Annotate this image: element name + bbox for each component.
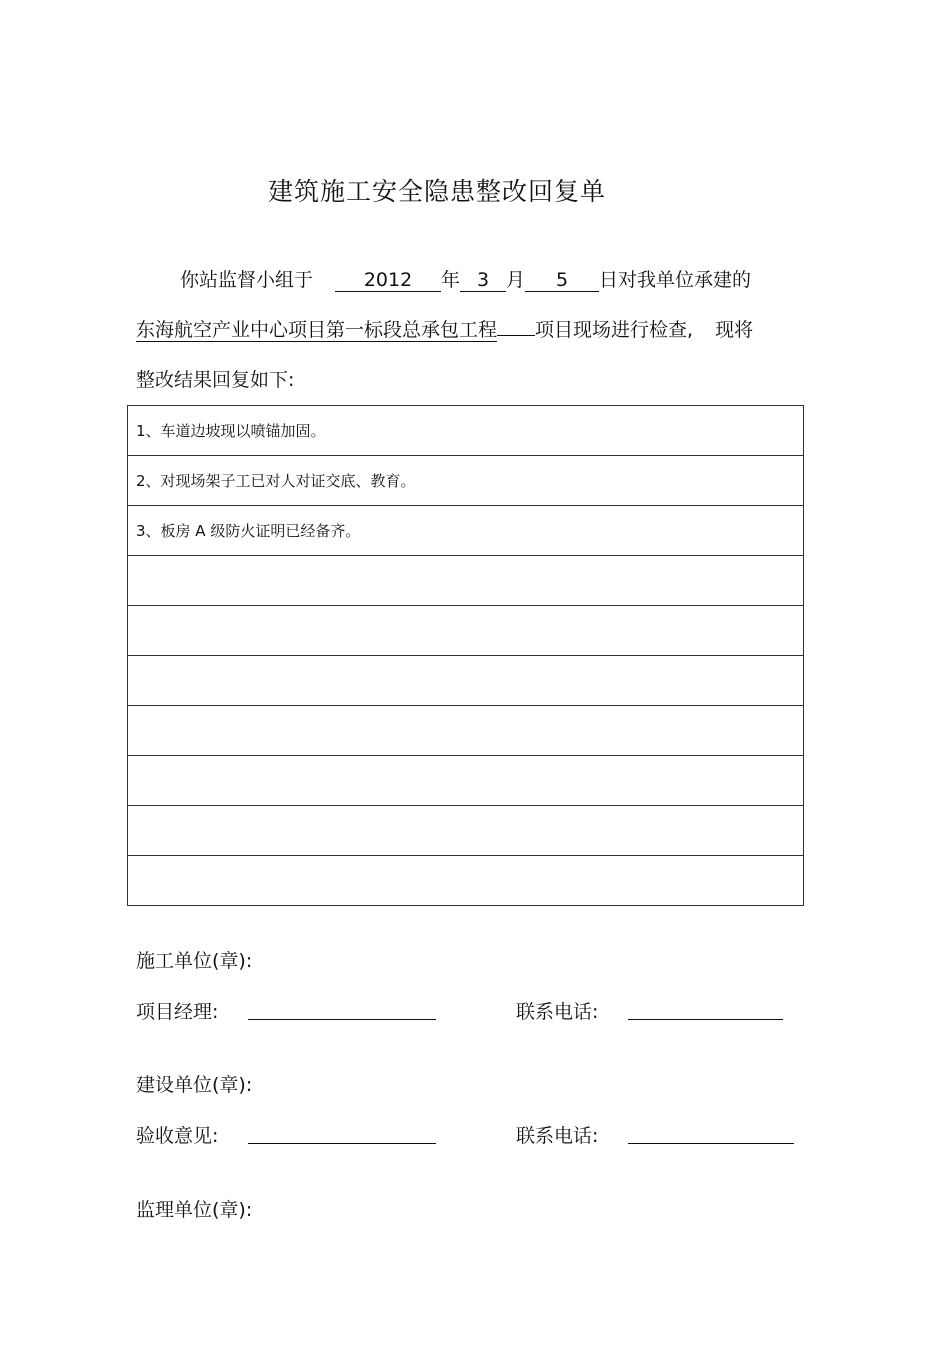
contact-phone-2-blank xyxy=(628,1143,794,1144)
page-title: 建筑施工安全隐患整改回复单 xyxy=(268,177,607,206)
table-row xyxy=(128,606,804,656)
table-row xyxy=(128,806,804,856)
table-row xyxy=(128,406,804,456)
item-cell xyxy=(128,556,804,606)
owner-unit-label: 建设单位(章): xyxy=(136,1074,253,1096)
contact-phone-1-blank xyxy=(628,1019,783,1020)
acceptance-opinion-blank xyxy=(248,1143,436,1144)
intro-prefix: 你站监督小组于 xyxy=(180,269,314,291)
project-manager-label: 项目经理: xyxy=(136,1001,219,1023)
contact-phone-1-label: 联系电话: xyxy=(516,1001,599,1023)
item-cell xyxy=(128,606,804,656)
item-cell xyxy=(128,806,804,856)
table-row xyxy=(128,706,804,756)
day-suffix: 日对我单位承建的 xyxy=(599,269,752,291)
year-field: 2012 xyxy=(335,269,441,292)
project-manager-blank xyxy=(248,1019,436,1020)
table-row xyxy=(128,506,804,556)
intro-line-2 xyxy=(136,318,753,342)
project-name-blank xyxy=(497,335,535,336)
contact-phone-2-label: 联系电话: xyxy=(516,1125,599,1147)
day-field: 5 xyxy=(525,269,599,292)
supervision-unit-label: 监理单位(章): xyxy=(136,1199,253,1221)
construction-unit-label: 施工单位(章): xyxy=(136,950,253,972)
table-row xyxy=(128,656,804,706)
item-cell: 2、对现场架子工已对人对证交底、教育。 xyxy=(128,456,804,506)
intro-line-3: 整改结果回复如下: xyxy=(136,369,295,391)
item-cell xyxy=(128,706,804,756)
intro-line-1 xyxy=(180,268,751,292)
table-row xyxy=(128,556,804,606)
table-row xyxy=(128,856,804,906)
acceptance-opinion-label: 验收意见: xyxy=(136,1125,219,1147)
item-cell: 1、车道边坡现以喷锚加固。 xyxy=(128,406,804,456)
rectification-table xyxy=(127,405,804,906)
item-cell xyxy=(128,656,804,706)
item-cell xyxy=(128,856,804,906)
project-name: 东海航空产业中心项目第一标段总承包工程 xyxy=(136,319,498,341)
intro-tail: 现将 xyxy=(715,319,754,341)
year-unit: 年 xyxy=(441,269,461,291)
item-cell: 3、板房 A 级防火证明已经备齐。 xyxy=(128,506,804,556)
project-suffix: 项目现场进行检查, xyxy=(535,319,694,341)
month-unit: 月 xyxy=(506,269,526,291)
item-cell xyxy=(128,756,804,806)
month-field: 3 xyxy=(460,269,506,292)
table-row xyxy=(128,456,804,506)
table-row xyxy=(128,756,804,806)
